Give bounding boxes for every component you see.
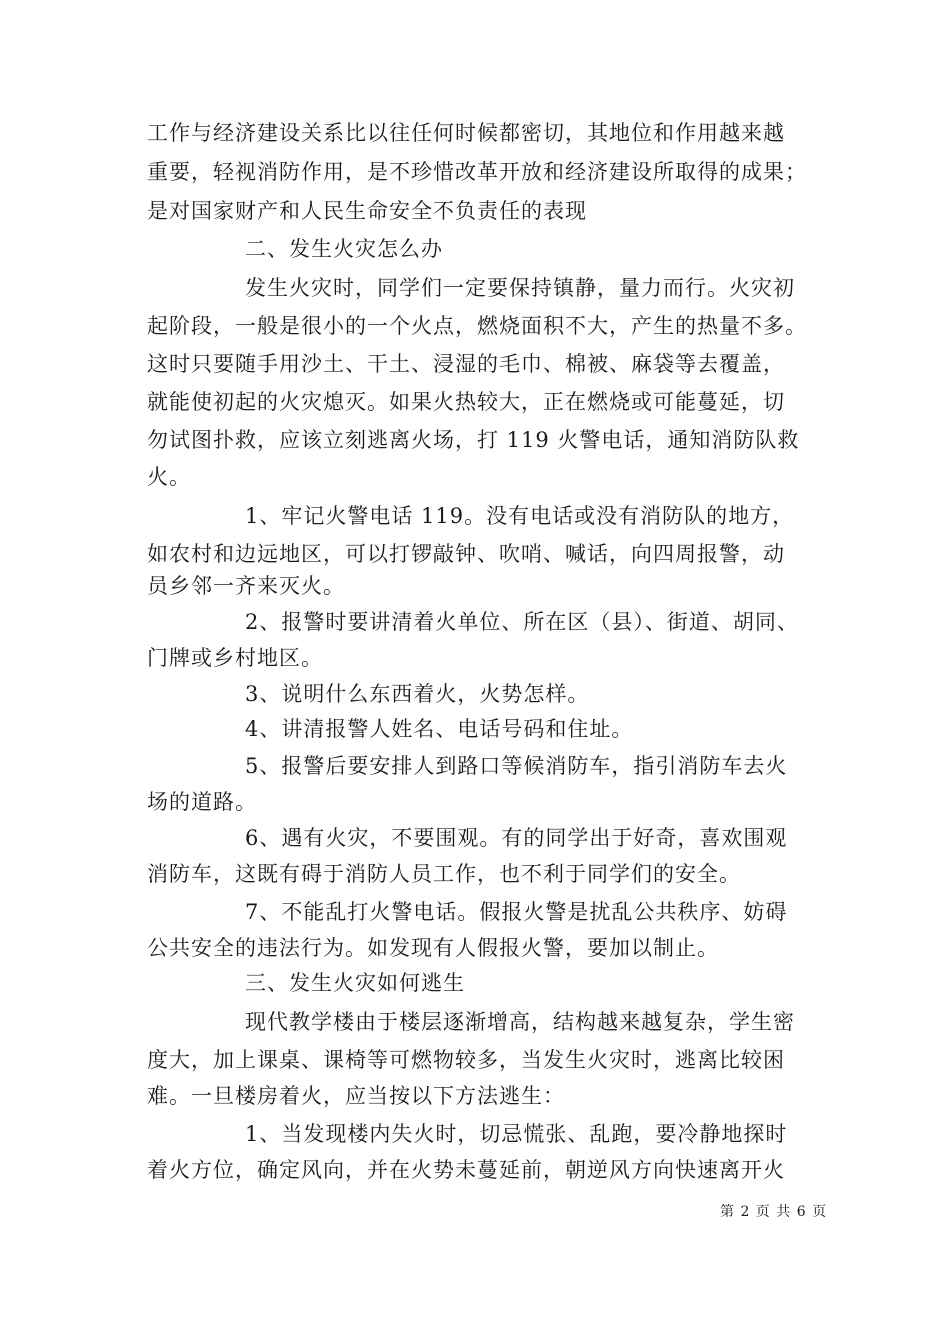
text-line: 是对国家财产和人民生命安全不负责任的表现 — [147, 199, 587, 223]
text-line: 就能使初起的火灾熄灭。如果火热较大，正在燃烧或可能蔓延，切 — [147, 390, 785, 414]
text-line: 这时只要随手用沙土、干土、浸湿的毛巾、棉被、麻袋等去覆盖， — [147, 352, 785, 376]
text-line: 如农村和边远地区，可以打锣敲钟、吹哨、喊话，向四周报警，动 — [147, 542, 785, 566]
text-line: 现代教学楼由于楼层逐渐增高，结构越来越复杂，学生密 — [245, 1010, 795, 1034]
text-line: 着火方位，确定风向，并在火势未蔓延前，朝逆风方向快速离开火 — [147, 1158, 785, 1182]
list-item: 4、讲清报警人姓名、电话号码和住址。 — [245, 717, 634, 741]
text-line: 公共安全的违法行为。如发现有人假报火警，要加以制止。 — [147, 936, 719, 960]
list-item: 1、牢记火警电话 119。没有电话或没有消防队的地方， — [245, 504, 795, 528]
list-item: 7、不能乱打火警电话。假报火警是扰乱公共秩序、妨碍 — [245, 900, 788, 924]
text-line: 消防车，这既有碍于消防人员工作，也不利于同学们的安全。 — [147, 862, 741, 886]
text-line: 员乡邻一齐来灭火。 — [147, 574, 345, 598]
text-line: 度大，加上课桌、课椅等可燃物较多，当发生火灾时，逃离比较困 — [147, 1048, 785, 1072]
text-line: 门牌或乡村地区。 — [147, 646, 323, 670]
text-line: 勿试图扑救，应该立刻逃离火场，打 119 火警电话，通知消防队救 — [147, 428, 800, 452]
list-item: 6、遇有火灾，不要围观。有的同学出于好奇，喜欢围观 — [245, 826, 788, 850]
text-line: 难。一旦楼房着火，应当按以下方法逃生： — [147, 1084, 565, 1108]
text-line: 重要，轻视消防作用，是不珍惜改革开放和经济建设所取得的成果； — [147, 160, 807, 184]
text-line: 场的道路。 — [147, 790, 257, 814]
list-item: 3、说明什么东西着火，火势怎样。 — [245, 682, 590, 706]
list-item: 2、报警时要讲清着火单位、所在区（县）、街道、胡同、 — [245, 610, 799, 634]
page-number: 第 2 页 共 6 页 — [720, 1204, 828, 1220]
list-item: 5、报警后要安排人到路口等候消防车，指引消防车去火 — [245, 754, 788, 778]
section-heading: 三、发生火灾如何逃生 — [245, 971, 465, 995]
list-item: 1、当发现楼内失火时，切忌慌张、乱跑，要冷静地探时 — [245, 1122, 788, 1146]
text-line: 工作与经济建设关系比以往任何时候都密切，其地位和作用越来越 — [147, 121, 785, 145]
text-line: 发生火灾时，同学们一定要保持镇静，量力而行。火灾初 — [245, 276, 795, 300]
section-heading: 二、发生火灾怎么办 — [245, 237, 443, 261]
text-line: 火。 — [147, 465, 191, 489]
text-line: 起阶段，一般是很小的一个火点，燃烧面积不大，产生的热量不多。 — [147, 314, 807, 338]
